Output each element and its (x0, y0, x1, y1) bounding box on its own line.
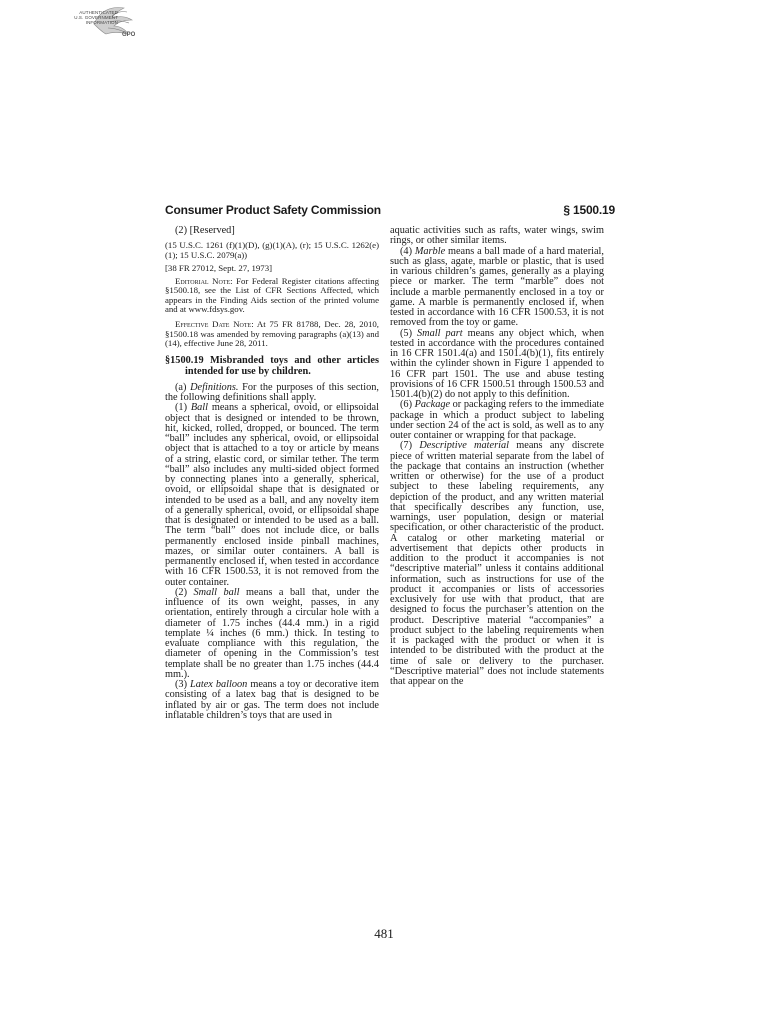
paragraph-a-lead: (a) (175, 381, 187, 393)
paragraph-7-lead: (7) (400, 440, 413, 452)
reserved-paragraph (165, 226, 379, 236)
paragraph-6-text: or packaging refers to the immediate package in which a product subject to labeling under section 24 of the act is sold, as well as to any outer container or wrapping for that package. (390, 399, 604, 441)
paragraph-2-text: means a ball that, under the influence of its own weight, passes, in any orientation, entirely through a circular hole with a diameter of 1.75 inches (44.4 mm.) in a rigid template ¼ inches (6 mm.) thick. In testing to evaluate compliance with this regulation, the diameter of opening in the Commission’s test template shall be no greater than 1.75 inches (44.4 mm.). (165, 586, 379, 680)
left-column (165, 226, 379, 721)
gpo-line: AUTHENTICATED (79, 10, 118, 15)
paragraph-7-term: Descriptive material (419, 440, 509, 452)
paragraph-3-latex-balloon (165, 680, 379, 721)
running-header (165, 203, 615, 219)
source-citation: [38 FR 27012, Sept. 27, 1973] (165, 262, 273, 273)
paragraph-a-text: For the purposes of this section, the following definitions shall apply. (165, 381, 380, 404)
section-heading: §1500.19 Misbranded toys and other articles intended for use by children. (165, 355, 379, 377)
paragraph-6-package (390, 400, 604, 441)
editorial-note-text: For Federal Register citations affecting §1500.18, see the List of CFR Sections Affected, which appears in the Finding Aids section of the printed volume and at www.fdsys.gov. (165, 276, 379, 315)
paragraph-1-term: Ball (190, 402, 208, 414)
paragraph-5-small-part (390, 329, 604, 401)
paragraph-7-descriptive-material (390, 441, 604, 687)
right-column (390, 226, 604, 687)
paragraph-6-term: Package (414, 399, 451, 411)
page-number: 481 (374, 926, 394, 941)
effective-date-note (165, 320, 379, 348)
editorial-note (165, 277, 379, 314)
paragraph-5-term: Small part (417, 327, 463, 339)
paragraph-4-lead: (4) (400, 245, 413, 257)
reserved-text: (2) [Reserved] (175, 225, 235, 236)
editorial-note-label: Editorial Note: (175, 276, 233, 287)
paragraph-2-lead: (2) (175, 586, 188, 598)
paragraph-5-lead: (5) (400, 327, 413, 339)
paragraph-6-lead: (6) (400, 399, 413, 411)
gpo-authentication-logo (28, 4, 144, 40)
paragraph-4-term: Marble (414, 245, 446, 257)
gpo-line: U.S. GOVERNMENT (74, 15, 118, 20)
authority-citation: (15 U.S.C. 1261 (f)(1)(D), (g)(1)(A), (r); 15 U.S.C. 1262(e)(1); 15 U.S.C. 2079(a)) (165, 240, 379, 260)
paragraph-3-text: means a toy or decorative item consisting of a latex bag that is designed to be inflated by air or gas. The term does not include inflatable children’s toys that are used in (165, 679, 379, 721)
paragraph-2-term: Small ball (193, 586, 240, 598)
paragraph-7-text: means any discrete piece of written material separate from the label of the package that contains an instruction (whether written or otherwise) for the use of a product subject to these labeling requirements, any depiction of the product, and any written material that specifically describes any function, use, warnings, user population, design or material specification, or other characteristic of the product. A catalog or other marketing material or advertisement that depicts other products in addition to the product it accompanies is not “descriptive material” unless it contains additional information, such as instructions for use of the product it accompanies or lists of accessories exclusively for use with that product, that are designed to focus the purchaser’s attention on the product. Descriptive material “accompanies” a product subject to the labeling requirements when it is packaged with the product or when it is intended to be distributed with the product at the time of sale or delivery to the purchaser. “Descriptive material” does not include statements that appear on the (390, 440, 605, 687)
paragraph-a-term: Definitions. (190, 381, 239, 393)
effective-date-label: Effective Date Note: (175, 319, 254, 330)
section-number: § 1500.19 (563, 203, 615, 217)
agency-title: Consumer Product Safety Commission (165, 203, 381, 217)
paragraph-5-text: means any object which, when tested in accordance with the procedures contained in 16 CFR 1501.4(a) and 1501.4(b)(1), fits entirely within the cylinder shown in Figure 1 appended to 16 CFR part 1501. The use and abuse testing provisions of 16 CFR 1500.51 through 1500.53 and 1501.4(b)(2) do not apply to this definition. (390, 327, 604, 400)
paragraph-3-continued: aquatic activities such as rafts, water wings, swim rings, or other similar items. (390, 225, 604, 247)
paragraph-4-text: means a ball made of a hard material, such as glass, agate, marble or plastic, that is used in various children’s games, generally as a playing piece or marker. The term “marble” does not include a marble permanently enclosed in a toy or game. A marble is permanently enclosed if, when tested in accordance with 16 CFR 1500.53, it is not removed from the toy or game. (390, 245, 604, 329)
paragraph-2-small-ball (165, 588, 379, 680)
paragraph-1-ball (165, 403, 379, 588)
paragraph-3-lead: (3) (175, 679, 188, 691)
paragraph-1-lead: (1) (175, 402, 188, 414)
paragraph-3-term: Latex balloon (190, 679, 248, 691)
gpo-mark: GPO (122, 32, 136, 38)
paragraph-1-text: means a spherical, ovoid, or ellipsoidal object that is designed or intended to be thrown, hit, kicked, rolled, dropped, or bounced. The term “ball” includes any spherical, ovoid, or ellipsoidal object that is attached to a toy or article by means of a string, elastic cord, or similar tether. The term “ball” also includes any multi-sided object formed by connecting planes into a generally, spherical, ovoid, or ellipsoidal shape that is designated or intended to be used as a ball, and any novelty item of a generally spherical, ovoid, or ellipsoidal shape that is designated or intended to be used as a ball. The term “ball” does not include dice, or balls permanently enclosed inside pinball machines, mazes, or similar outer containers. A ball is permanently enclosed if, when tested in accordance with 16 CFR 1500.53, it is not removed from the outer container. (165, 402, 379, 588)
gpo-label (58, 10, 118, 25)
paragraph-a (165, 383, 379, 404)
paragraph-4-marble (390, 247, 604, 329)
effective-date-text: At 75 FR 81788, Dec. 28, 2010, §1500.18 was amended by removing paragraphs (a)(13) and (14), effective June 28, 2011. (165, 319, 379, 348)
gpo-line: INFORMATION (85, 20, 118, 25)
